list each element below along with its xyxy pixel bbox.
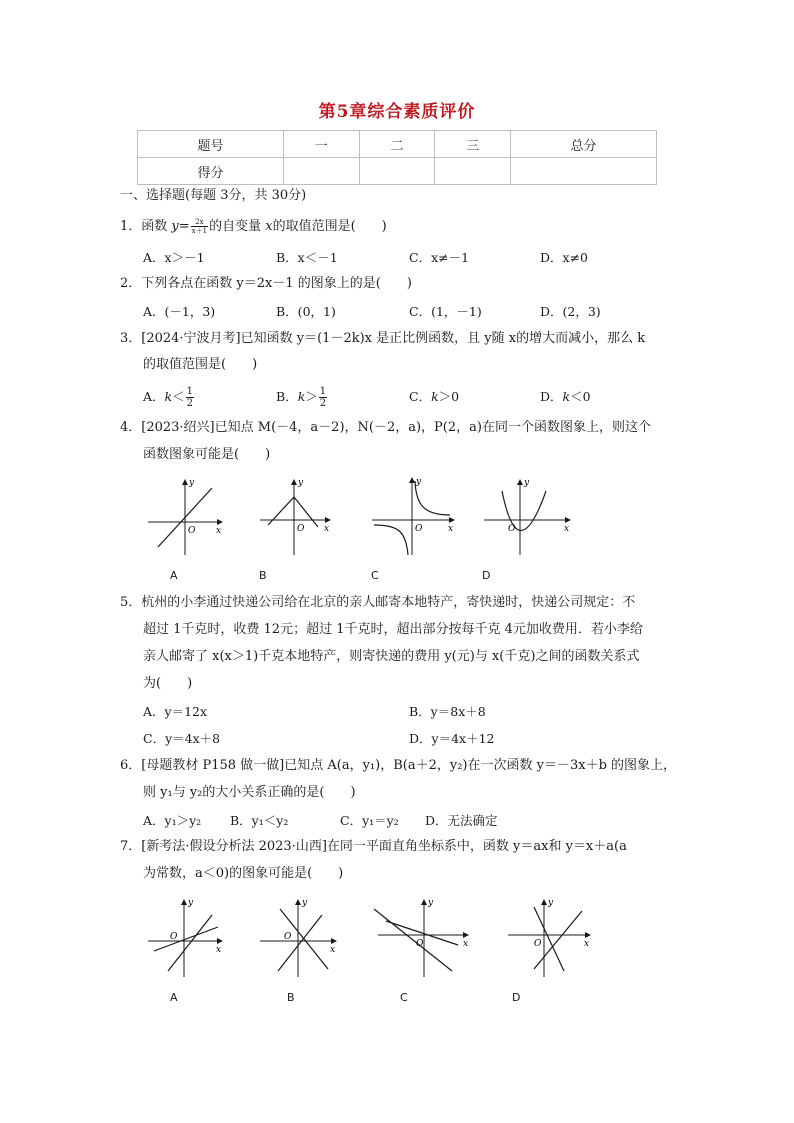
origin-label: O — [170, 932, 178, 942]
q1-fraction — [191, 218, 208, 235]
question-1 — [120, 218, 387, 236]
q3-c-letter: C． — [409, 389, 432, 404]
q5-option-d[interactable]: D．y＝4x＋12 — [409, 731, 495, 746]
q2-option-c[interactable]: C．(1，－1) — [409, 304, 482, 319]
q7-graph-b[interactable] — [260, 898, 336, 977]
page-title: 第5章综合素质评价 — [318, 102, 476, 122]
q1-option-a[interactable]: A．x＞－1 — [143, 250, 205, 265]
axis-x-label: x — [564, 524, 570, 534]
q3-a-letter: A． — [143, 389, 165, 404]
q4-label-d: D — [482, 569, 491, 582]
axis-y-label: y — [302, 898, 308, 908]
table-header-cell: 题号 — [138, 131, 284, 158]
q4-graphs — [140, 475, 580, 565]
q1-suffix: 的自变量 — [209, 219, 266, 234]
axis-x-label: x — [216, 945, 222, 955]
question-6-line-1: 6．[母题教材 P158 做一做]已知点 A(a，y₁)，B(a＋2，y₂)在一次函数 y＝－3x＋b 的图象上， — [120, 758, 677, 773]
q7-label-b: B — [287, 991, 295, 1004]
q7-graph-a[interactable] — [148, 898, 222, 977]
q3-a-var: k — [164, 389, 173, 404]
q7-label-a: A — [170, 991, 178, 1004]
q3-b-letter: B． — [276, 389, 298, 404]
q3-b-den: 2 — [319, 398, 327, 409]
q1-frac-den: x＋1 — [191, 227, 208, 235]
axis-y-label: y — [189, 478, 195, 488]
q6-option-b[interactable]: B．y₁＜y₂ — [230, 813, 289, 828]
origin-label: O — [284, 932, 292, 942]
score-table — [137, 130, 657, 185]
q7-graphs — [140, 895, 600, 985]
q1-option-c[interactable]: C．x≠－1 — [409, 250, 470, 265]
q3-option-d[interactable] — [540, 388, 591, 406]
q3-c-var: k — [431, 389, 439, 404]
q1-var-y: y — [171, 219, 179, 234]
score-cell[interactable] — [283, 158, 359, 185]
q6-option-d[interactable]: D．无法确定 — [425, 813, 498, 828]
q7-graph-c[interactable] — [374, 898, 468, 977]
q4-label-c: C — [371, 569, 379, 582]
table-header-cell: 总分 — [511, 131, 657, 158]
question-7-line-1: 7．[新考法·假设分析法 2023·山西]在同一平面直角坐标系中，函数 y＝ax和 y＝x＋a(a — [120, 839, 627, 854]
axis-x-label: x — [324, 524, 330, 534]
q7-label-c: C — [400, 991, 408, 1004]
q1-eq: = — [178, 219, 190, 234]
q1-option-b[interactable]: B．x＜－1 — [276, 250, 338, 265]
q4-c-curve-2 — [374, 525, 408, 555]
q5-option-c[interactable]: C．y＝4x＋8 — [143, 731, 221, 746]
q4-graph-a[interactable] — [148, 478, 222, 555]
q3-a-rel: ＜ — [172, 389, 185, 404]
axis-x-label: x — [584, 939, 590, 949]
q2-option-d[interactable]: D．(2，3) — [540, 304, 601, 319]
q3-d-var: k — [562, 389, 571, 404]
q3-b-rel: ＞ — [305, 389, 318, 404]
q6-option-a[interactable]: A．y₁＞y₂ — [143, 813, 202, 828]
table-header-cell: 一 — [283, 131, 359, 158]
q3-a-fraction — [186, 386, 194, 409]
question-5-line-4: 为( ) — [143, 676, 193, 691]
q2-option-a[interactable]: A．(－1，3) — [143, 304, 216, 319]
question-3-line-2: 的取值范围是( ) — [143, 357, 258, 372]
q4-b-line — [268, 497, 318, 527]
score-cell[interactable] — [359, 158, 435, 185]
question-4-line-2: 函数图象可能是( ) — [143, 447, 271, 462]
q3-a-den: 2 — [186, 398, 193, 409]
axis-y-label: y — [298, 478, 304, 488]
q3-option-b[interactable] — [276, 386, 328, 409]
q3-d-letter: D． — [540, 389, 563, 404]
question-6-line-2: 则 y₁与 y₂的大小关系正确的是( ) — [143, 785, 356, 800]
q3-d-rel: ＜0 — [570, 389, 591, 404]
q3-option-a[interactable] — [143, 386, 195, 409]
question-2: 2．下列各点在函数 y＝2x－1 的图象上的是( ) — [120, 276, 412, 291]
question-5-line-1: 5．杭州的小李通过快递公司给在北京的亲人邮寄本地特产，寄快递时，快递公司规定：不 — [120, 595, 636, 610]
q5-option-b[interactable]: B．y＝8x＋8 — [409, 704, 486, 719]
q1-prefix: 1．函数 — [120, 219, 172, 234]
axis-y-label: y — [524, 478, 530, 488]
score-cell[interactable] — [511, 158, 657, 185]
question-3-line-1: 3．[2024·宁波月考]已知函数 y＝(1－2k)x 是正比例函数，且 y随 x的增大而减小，那么 k — [120, 331, 646, 346]
origin-label: O — [508, 524, 516, 534]
q4-label-a: A — [170, 569, 178, 582]
q3-a-num: 1 — [186, 386, 193, 397]
axis-x-label: x — [330, 945, 336, 955]
table-header-cell: 二 — [359, 131, 435, 158]
q3-c-rel: ＞0 — [438, 389, 460, 404]
q2-option-b[interactable]: B．(0，1) — [276, 304, 336, 319]
axis-y-label: y — [548, 898, 554, 908]
table-row — [138, 131, 657, 158]
axis-y-label: y — [428, 898, 434, 908]
q1-option-d[interactable]: D．x≠0 — [540, 250, 588, 265]
axis-x-label: x — [216, 526, 222, 536]
q1-frac-num: 2x — [191, 218, 208, 227]
axis-x-label: x — [448, 524, 454, 534]
axis-y-label: y — [416, 477, 422, 487]
table-header-cell: 三 — [435, 131, 511, 158]
origin-label: O — [534, 939, 542, 949]
q7-c-line-1 — [374, 909, 452, 971]
score-cell[interactable] — [435, 158, 511, 185]
q3-b-fraction — [319, 386, 327, 409]
q3-option-c[interactable] — [409, 388, 459, 406]
question-7-line-2: 为常数，a＜0)的图象可能是( ) — [143, 866, 344, 881]
q6-option-c[interactable]: C．y₁＝y₂ — [340, 813, 399, 828]
q5-option-a[interactable]: A．y＝12x — [143, 704, 208, 719]
q3-b-num: 1 — [319, 386, 327, 397]
table-row-label: 得分 — [138, 158, 284, 185]
question-5-line-2: 超过 1千克时，收费 12元；超过 1千克时，超出部分按每千克 4元加收费用．若小李给 — [143, 622, 643, 637]
q7-graph-d[interactable] — [508, 898, 590, 977]
origin-label: O — [297, 524, 305, 534]
origin-label: O — [415, 524, 423, 534]
origin-label: O — [188, 526, 196, 536]
origin-label: O — [416, 939, 424, 949]
question-5-line-3: 亲人邮寄了 x(x＞1)千克本地特产，则寄快递的费用 y(元)与 x(千克)之间的函数关系式 — [143, 649, 640, 664]
q1-var-x: x — [265, 219, 273, 234]
q7-b-line-2 — [278, 915, 322, 971]
axis-y-label: y — [188, 898, 194, 908]
q4-graph-d[interactable] — [484, 478, 570, 555]
q4-graph-b[interactable] — [260, 478, 330, 555]
section-heading: 一、选择题(每题 3分，共 30分) — [120, 188, 307, 203]
table-row — [138, 158, 657, 185]
question-4-line-1: 4．[2023·绍兴]已知点 M(－4，a－2)，N(－2，a)，P(2，a)在同一个函数图象上，则这个 — [120, 420, 651, 435]
q3-b-var: k — [297, 389, 306, 404]
q4-label-b: B — [259, 569, 267, 582]
q4-graph-c[interactable] — [372, 477, 454, 555]
q7-label-d: D — [512, 991, 521, 1004]
axis-x-label: x — [463, 939, 469, 949]
q1-tail: 的取值范围是( ) — [272, 219, 387, 234]
